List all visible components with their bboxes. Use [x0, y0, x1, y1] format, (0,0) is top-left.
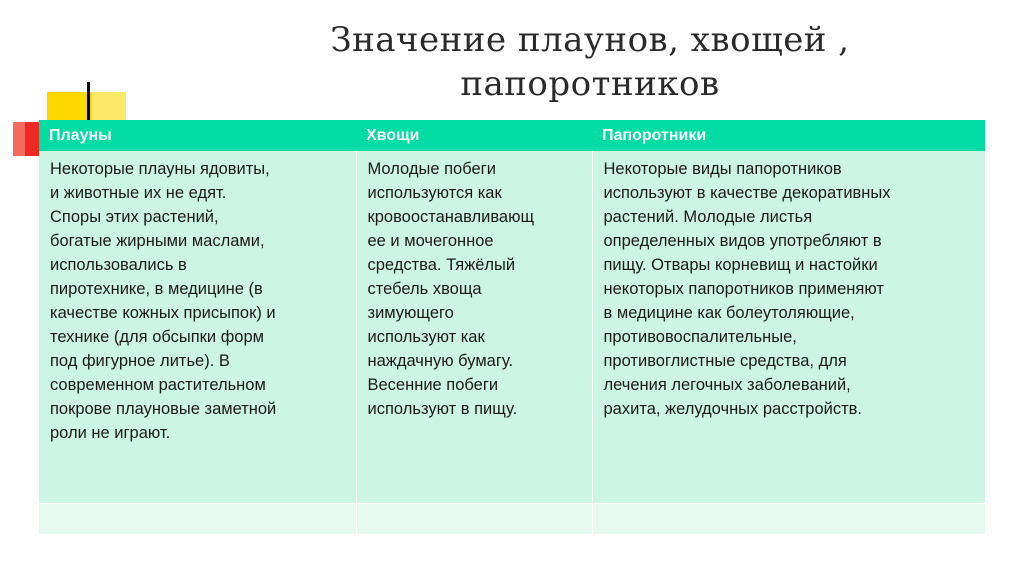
cell-plauny-text: Некоторые плауны ядовиты, и животные их не едят. Споры этих растений, богатые жирными маслами, использовались в пиротехнике, в медицине (в качестве кожных присыпок) и технике (для обсыпки форм под фигурное литье). В современном растительном покрове плауновые заметной роли не играют. [50, 160, 277, 442]
decorative-yellow-light-square [92, 92, 126, 122]
slide-title-line1: Значение плаунов, хвощей , [330, 20, 850, 60]
header-plauny: Плауны [39, 120, 356, 151]
header-paporotniki: Папоротники [592, 120, 985, 151]
slide-title-line2: папоротников [460, 64, 720, 104]
empty-cell [356, 504, 592, 535]
cell-khvoshchi [356, 151, 592, 504]
cell-plauny [39, 151, 356, 504]
empty-cell [592, 504, 985, 535]
table-header-row [39, 120, 985, 151]
cell-khvoshchi-text: Молодые побеги используются как кровоостанавливающ ее и мочегонное средства. Тяжёлый стебель хвоща зимующего используют как наждачную бумагу. Весенние побеги используют в пищу. [367, 160, 535, 418]
decorative-red-light-square [13, 122, 25, 156]
slide-title [230, 18, 950, 106]
header-khvoshchi: Хвощи [356, 120, 592, 151]
comparison-table [39, 120, 985, 534]
empty-cell [39, 504, 356, 535]
table-row [39, 151, 985, 504]
table-empty-row [39, 504, 985, 535]
cell-paporotniki [592, 151, 985, 504]
cell-paporotniki-text: Некоторые виды папоротников используют в качестве декоративных растений. Молодые листья определенных видов употребляют в пищу. Отвары корневищ и настойки некоторых папоротников применяют в медицине как болеутоляющие, противовоспалительные, противоглистные средства, для лечения легочных заболеваний, рахита, желудочных расстройств. [603, 160, 891, 418]
